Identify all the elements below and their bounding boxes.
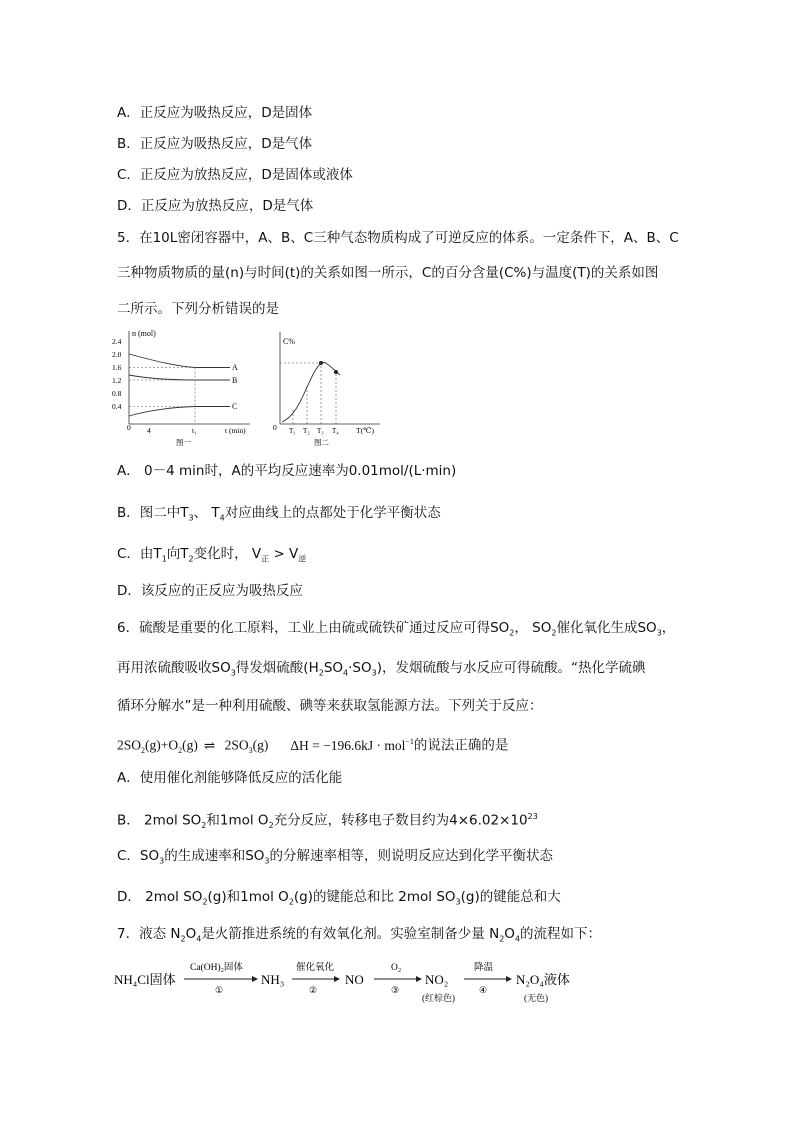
- flow-arrow4-top: 降温: [474, 963, 494, 973]
- q6-equation: $2SO_2(g)+O_2(g)$ ⇌ $2SO_3(g) \Delta H = -196.6kJ \cdot mol^{-1}$的说法正确的是: [117, 737, 509, 756]
- q5-option-c: C．由$T_1$向$T_2$变化时， $V_正 > V_逆$: [117, 546, 307, 564]
- fig2-xtick: T₃: [317, 427, 324, 435]
- fig2-xtick: T₄: [332, 427, 339, 435]
- fig1-xtick: t₁: [192, 426, 197, 435]
- flow-start: NH₄Cl固体: [114, 972, 176, 987]
- q5-figure-1: [110, 326, 270, 450]
- fig1-label-b: B: [232, 376, 238, 385]
- flow-no: NO: [345, 972, 364, 987]
- fig2-origin: 0: [273, 423, 277, 432]
- q5-option-a: A． 0－4 min时，A的平均反应速率为0.01mol/(L·min): [117, 463, 457, 479]
- fig2-ylabel: C%: [283, 337, 295, 346]
- fig2-xlabel: T(℃): [356, 426, 374, 435]
- flow-no2-note: (红棕色): [422, 993, 455, 1003]
- flow-arrow2-top: 催化氧化: [296, 963, 335, 973]
- fig1-ytick: 0.4: [112, 402, 122, 411]
- fig1-ytick: 2.4: [112, 337, 122, 346]
- q6-stem-line2: 再用浓硫酸吸收$SO_3$得发烟硫酸$(H_2SO_4\cdot SO_3)$，发烟硫酸与水反应可得硫酸。“热化学硫碘: [117, 660, 646, 678]
- fig1-xlabel: t (min): [225, 426, 246, 435]
- q5-stem-line2: 三种物质物质的量(n)与时间(t)的关系如图一所示，C的百分含量(C%)与温度(T)的关系如图: [117, 265, 659, 281]
- q5-option-d: D．该反应的正反应为吸热反应: [117, 583, 303, 599]
- fig1-ytick: 1.6: [112, 363, 122, 372]
- fig1-ytick: 2.0: [112, 350, 122, 359]
- fig1-curve-a: [129, 354, 230, 368]
- q6-stem-line1: 6．硫酸是重要的化工原料，工业上由硫或硫铁矿通过反应可得$SO_2$， $SO_2$催化氧化生成$SO_3$，: [117, 620, 676, 638]
- q4-option-a: A．正反应为吸热反应，D是固体: [117, 105, 313, 121]
- q6-option-c: C．$SO_3$的生成速率和$SO_3$的分解速率相等，则说明反应达到化学平衡状态: [117, 848, 554, 866]
- fig2-xtick: T₁: [289, 427, 296, 435]
- fig1-curve-b: [129, 375, 230, 380]
- q6-option-a: A．使用催化剂能够降低反应的活化能: [117, 770, 343, 786]
- q7-stem: 7．液态 $N_2O_4$是火箭推进系统的有效氧化剂。实验室制备少量 $N_2O_4$的流程如下：: [117, 926, 602, 944]
- fig1-label-c: C: [232, 402, 238, 411]
- fig1-ytick: 0.8: [112, 389, 122, 398]
- q4-option-c: C．正反应为放热反应，D是固体或液体: [117, 167, 353, 183]
- flow-arrow1-top: Ca(OH)₂固体: [190, 963, 243, 973]
- q5-option-b: B．图二中$T_3$、 $T_4$对应曲线上的点都处于化学平衡状态: [117, 505, 441, 523]
- fig1-xtick: 4: [147, 426, 151, 435]
- reversible-arrow-icon: ⇌: [203, 737, 216, 753]
- flow-n2o4-note: (无色): [524, 993, 548, 1003]
- q6-stem-line3: 循环分解水”是一种利用硫酸、碘等来获取氢能源方法。下列关于反应：: [117, 698, 543, 714]
- fig2-xtick: T₂: [303, 427, 310, 435]
- flow-arrow3-top: O₂: [391, 963, 402, 973]
- fig1-ylabel: n (mol): [132, 329, 156, 338]
- q5-stem-line3: 二所示。下列分析错误的是: [117, 301, 279, 317]
- q4-option-b: B．正反应为吸热反应，D是气体: [117, 136, 313, 152]
- flow-arrow1-bottom: ①: [215, 985, 224, 995]
- q6-option-d: D． 2mol $SO_2(g)$和1mol $O_2(g)$的键能总和比 2mol $SO_3(g)$的键能总和大: [117, 889, 561, 907]
- q6-option-b: B． 2mol $SO_2$和1mol $O_2$充分反应，转移电子数目约为$4\times 6.02\times 10^{23}$: [117, 812, 538, 831]
- flow-arrow3-bottom: ③: [391, 985, 400, 995]
- fig2-caption: 图二: [314, 438, 329, 447]
- fig1-ytick: 1.2: [112, 376, 122, 385]
- q7-flow-diagram: [112, 958, 592, 1008]
- flow-arrow4-bottom: ④: [479, 985, 488, 995]
- flow-n2o4: N₂O₄液体: [516, 972, 570, 987]
- fig1-label-a: A: [232, 363, 238, 372]
- q5-stem-line1: 5．在10L密闭容器中，A、B、C三种气态物质构成了可逆反应的体系。一定条件下，A、B、C: [117, 230, 679, 246]
- fig1-origin: 0: [127, 423, 131, 432]
- fig1-caption: 图一: [176, 438, 191, 447]
- flow-no2: NO₂: [425, 972, 449, 987]
- fig2-curve: [282, 362, 340, 422]
- q4-option-d: D．正反应为放热反应，D是气体: [117, 198, 314, 214]
- flow-arrow2-bottom: ②: [309, 985, 318, 995]
- fig1-curve-c: [129, 407, 230, 417]
- q5-figure-2: [270, 330, 390, 450]
- flow-nh3: NH₃: [261, 972, 285, 987]
